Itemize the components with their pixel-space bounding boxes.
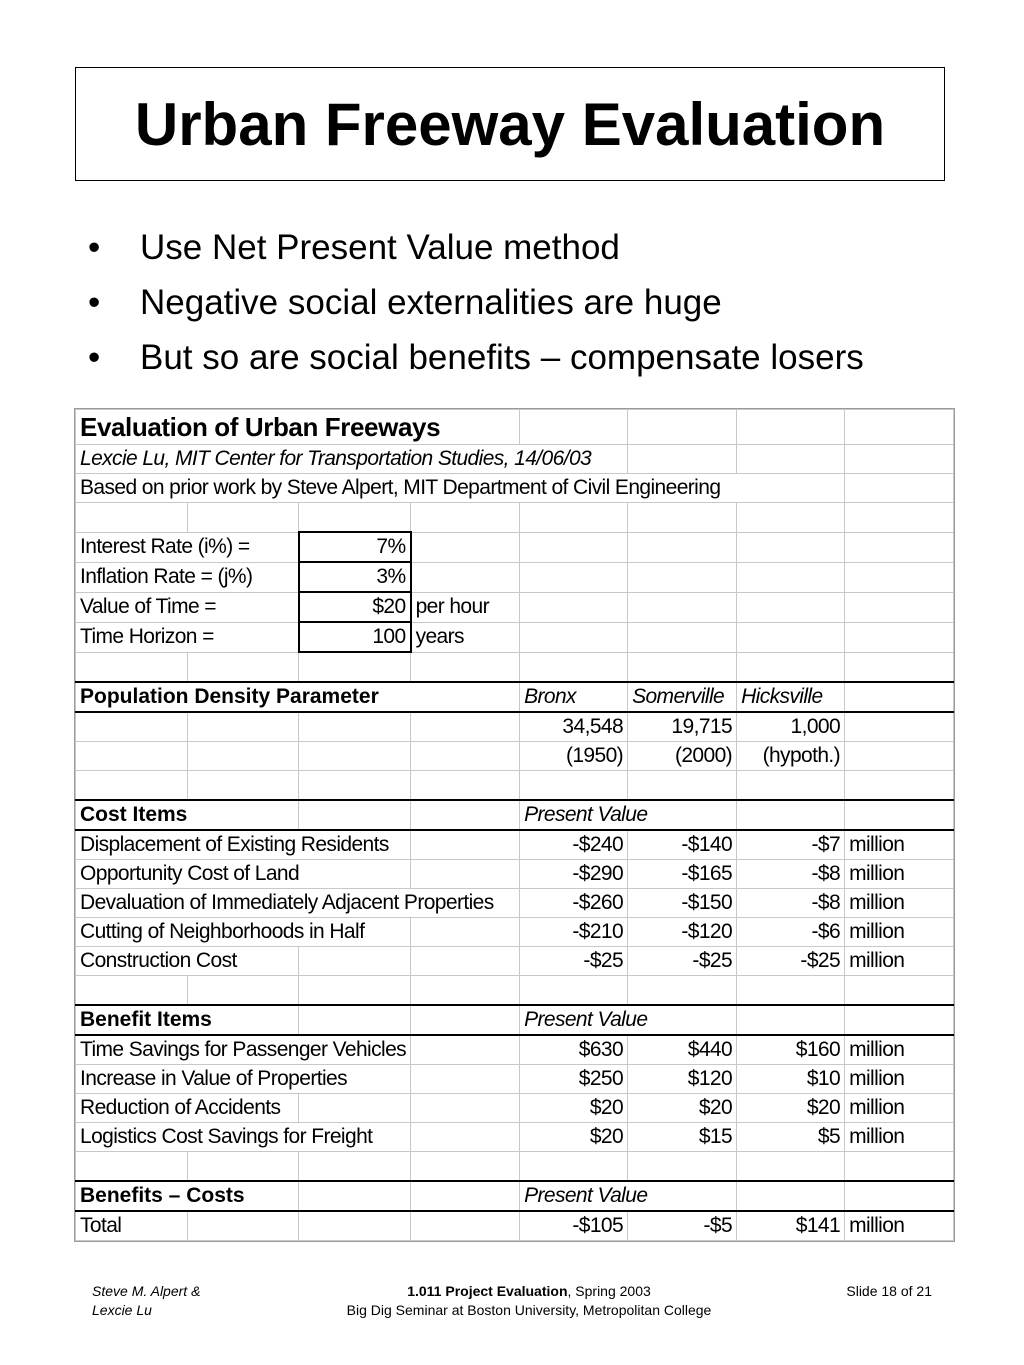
empty-cell [628, 503, 737, 533]
blank-row [76, 771, 954, 801]
param-label: Time Horizon = [76, 622, 299, 652]
unit-label: million [845, 1211, 954, 1241]
empty-cell [845, 532, 954, 562]
cost-value: -$210 [520, 918, 628, 947]
empty-cell [845, 410, 954, 445]
empty-cell [187, 976, 299, 1006]
empty-cell [187, 652, 299, 682]
cost-value: -$25 [628, 947, 737, 976]
bullet-text: Use Net Present Value method [140, 227, 620, 267]
empty-cell [299, 976, 411, 1006]
cost-value: -$7 [737, 830, 845, 860]
empty-cell [628, 562, 737, 592]
blank-row [76, 652, 954, 682]
unit-label: million [845, 1123, 954, 1152]
empty-cell [76, 771, 188, 801]
present-value-label: Present Value [520, 1005, 737, 1035]
empty-cell [845, 622, 954, 652]
cost-value: -$120 [628, 918, 737, 947]
empty-cell [520, 622, 628, 652]
cost-value: -$25 [520, 947, 628, 976]
empty-cell [845, 562, 954, 592]
empty-cell [628, 410, 737, 445]
footer-slide-number: Slide 18 of 21 [846, 1283, 932, 1299]
cost-value: -$25 [737, 947, 845, 976]
empty-cell [76, 712, 188, 742]
benefit-value: $20 [520, 1094, 628, 1123]
bullet-item [88, 220, 864, 275]
cost-row [76, 918, 954, 947]
bullet-text: But so are social benefits – compensate losers [140, 337, 864, 377]
empty-cell [299, 742, 411, 771]
empty-cell [845, 474, 954, 503]
density-year: (2000) [628, 742, 737, 771]
empty-cell [187, 1152, 299, 1182]
empty-cell [520, 592, 628, 622]
empty-cell [845, 712, 954, 742]
empty-cell [411, 976, 520, 1006]
empty-cell [737, 592, 845, 622]
footer-seminar: Big Dig Seminar at Boston University, Metropolitan College [346, 1302, 712, 1318]
empty-cell [299, 652, 411, 682]
param-row [76, 562, 954, 592]
bullet-dot-icon: • [88, 282, 101, 322]
param-row [76, 622, 954, 652]
cost-label: Devaluation of Immediately Adjacent Properties [76, 889, 520, 918]
cost-value: -$260 [520, 889, 628, 918]
place-somerville: Somerville [628, 682, 737, 712]
bullet-dot-icon: • [88, 227, 101, 267]
empty-cell [737, 976, 845, 1006]
empty-cell [187, 503, 299, 533]
empty-cell [187, 712, 299, 742]
based-on-line: Based on prior work by Steve Alpert, MIT Department of Civil Engineering [76, 474, 845, 503]
net-header: Benefits – Costs [76, 1181, 299, 1211]
empty-cell [737, 562, 845, 592]
empty-cell [737, 652, 845, 682]
empty-cell [411, 1211, 520, 1241]
place-bronx: Bronx [520, 682, 628, 712]
empty-cell [411, 503, 520, 533]
empty-cell [411, 1152, 520, 1182]
param-unit [411, 532, 520, 562]
empty-cell [628, 622, 737, 652]
empty-cell [411, 947, 520, 976]
cost-label: Displacement of Existing Residents [76, 830, 411, 860]
param-value-cell[interactable]: 100 [299, 622, 411, 652]
empty-cell [76, 976, 188, 1006]
slide-title: Urban Freeway Evaluation [134, 90, 886, 158]
empty-cell [299, 1005, 411, 1035]
author-line: Lexcie Lu, MIT Center for Transportation Studies, 14/06/03 [76, 445, 628, 474]
empty-cell [737, 532, 845, 562]
param-value-cell[interactable]: $20 [299, 592, 411, 622]
empty-cell [76, 652, 188, 682]
title-box [75, 67, 945, 181]
author-row [76, 445, 954, 474]
empty-cell [845, 771, 954, 801]
empty-cell [737, 622, 845, 652]
empty-cell [299, 1094, 411, 1123]
benefit-row [76, 1094, 954, 1123]
param-unit: per hour [411, 592, 520, 622]
param-label: Interest Rate (i%) = [76, 532, 299, 562]
present-value-label: Present Value [520, 800, 737, 830]
cost-row [76, 947, 954, 976]
based-on-row [76, 474, 954, 503]
param-value-cell[interactable]: 7% [299, 532, 411, 562]
empty-cell [845, 742, 954, 771]
footer-course-title: 1.011 Project Evaluation [407, 1283, 568, 1299]
empty-cell [187, 1211, 299, 1241]
empty-cell [520, 562, 628, 592]
density-year: (1950) [520, 742, 628, 771]
empty-cell [299, 947, 411, 976]
empty-cell [845, 652, 954, 682]
empty-cell [845, 976, 954, 1006]
unit-label: million [845, 947, 954, 976]
empty-cell [411, 918, 520, 947]
unit-label: million [845, 830, 954, 860]
empty-cell [520, 976, 628, 1006]
cost-value: -$150 [628, 889, 737, 918]
benefit-label: Logistics Cost Savings for Freight [76, 1123, 411, 1152]
cost-label: Cutting of Neighborhoods in Half [76, 918, 411, 947]
empty-cell [411, 712, 520, 742]
empty-cell [845, 1181, 954, 1211]
empty-cell [520, 771, 628, 801]
empty-cell [845, 682, 954, 712]
empty-cell [737, 1152, 845, 1182]
param-value-cell[interactable]: 3% [299, 562, 411, 592]
empty-cell [76, 503, 188, 533]
empty-cell [411, 742, 520, 771]
empty-cell [845, 1005, 954, 1035]
empty-cell [737, 1005, 845, 1035]
total-value: -$105 [520, 1211, 628, 1241]
unit-label: million [845, 860, 954, 889]
empty-cell [411, 830, 520, 860]
present-value-label: Present Value [520, 1181, 737, 1211]
param-row [76, 532, 954, 562]
bullet-item [88, 330, 864, 385]
density-header-row [76, 682, 954, 712]
empty-cell [411, 1005, 520, 1035]
footer-authors [92, 1282, 200, 1320]
cost-header: Cost Items [76, 800, 299, 830]
empty-cell [299, 503, 411, 533]
param-unit: years [411, 622, 520, 652]
benefit-row [76, 1035, 954, 1065]
benefit-value: $10 [737, 1065, 845, 1094]
cost-value: -$165 [628, 860, 737, 889]
empty-cell [187, 771, 299, 801]
cost-value: -$140 [628, 830, 737, 860]
density-year-row [76, 742, 954, 771]
empty-cell [737, 503, 845, 533]
empty-cell [845, 592, 954, 622]
empty-cell [299, 1152, 411, 1182]
benefit-label: Increase in Value of Properties [76, 1065, 411, 1094]
empty-cell [299, 712, 411, 742]
unit-label: million [845, 918, 954, 947]
cost-row [76, 889, 954, 918]
blank-row [76, 503, 954, 533]
benefit-value: $5 [737, 1123, 845, 1152]
empty-cell [411, 1065, 520, 1094]
empty-cell [520, 532, 628, 562]
footer-course-line [300, 1282, 758, 1301]
benefit-value: $20 [737, 1094, 845, 1123]
bullet-dot-icon: • [88, 337, 101, 377]
cost-label: Construction Cost [76, 947, 299, 976]
density-year: (hypoth.) [737, 742, 845, 771]
empty-cell [299, 771, 411, 801]
benefit-value: $160 [737, 1035, 845, 1065]
place-hicksville: Hicksville [737, 682, 845, 712]
density-value: 19,715 [628, 712, 737, 742]
net-header-row [76, 1181, 954, 1211]
bullet-list [88, 220, 864, 385]
empty-cell [628, 652, 737, 682]
cost-value: -$8 [737, 860, 845, 889]
benefit-value: $250 [520, 1065, 628, 1094]
empty-cell [737, 1181, 845, 1211]
blank-row [76, 976, 954, 1006]
empty-cell [411, 1035, 520, 1065]
empty-cell [299, 1181, 411, 1211]
sheet-heading: Evaluation of Urban Freeways [76, 410, 520, 445]
footer-term: , Spring 2003 [567, 1283, 651, 1299]
param-unit [411, 562, 520, 592]
footer-author-line: Steve M. Alpert & [92, 1283, 201, 1299]
empty-cell [411, 652, 520, 682]
benefit-row [76, 1123, 954, 1152]
cost-row [76, 860, 954, 889]
sheet-heading-row [76, 410, 954, 445]
empty-cell [299, 800, 411, 830]
bullet-text: Negative social externalities are huge [140, 282, 722, 322]
benefit-header-row [76, 1005, 954, 1035]
empty-cell [520, 503, 628, 533]
empty-cell [628, 976, 737, 1006]
empty-cell [76, 1152, 188, 1182]
empty-cell [628, 532, 737, 562]
empty-cell [628, 592, 737, 622]
empty-cell [845, 1152, 954, 1182]
unit-label: million [845, 1094, 954, 1123]
unit-label: million [845, 1035, 954, 1065]
empty-cell [520, 652, 628, 682]
benefit-label: Time Savings for Passenger Vehicles [76, 1035, 411, 1065]
empty-cell [737, 800, 845, 830]
benefit-value: $630 [520, 1035, 628, 1065]
cost-value: -$8 [737, 889, 845, 918]
empty-cell [299, 1211, 411, 1241]
total-value: -$5 [628, 1211, 737, 1241]
cost-row [76, 830, 954, 860]
benefit-row [76, 1065, 954, 1094]
unit-label: million [845, 1065, 954, 1094]
empty-cell [845, 800, 954, 830]
empty-cell [520, 1152, 628, 1182]
empty-cell [737, 771, 845, 801]
empty-cell [520, 410, 628, 445]
empty-cell [187, 742, 299, 771]
blank-row [76, 1152, 954, 1182]
empty-cell [411, 800, 520, 830]
param-row [76, 592, 954, 622]
cost-header-row [76, 800, 954, 830]
empty-cell [845, 445, 954, 474]
total-row [76, 1211, 954, 1241]
total-label: Total [76, 1211, 188, 1241]
empty-cell [737, 410, 845, 445]
density-header: Population Density Parameter [76, 682, 520, 712]
cost-value: -$6 [737, 918, 845, 947]
bullet-item [88, 275, 864, 330]
empty-cell [845, 503, 954, 533]
empty-cell [411, 1123, 520, 1152]
benefit-value: $15 [628, 1123, 737, 1152]
density-value: 1,000 [737, 712, 845, 742]
density-value-row [76, 712, 954, 742]
empty-cell [411, 1094, 520, 1123]
cost-value: -$240 [520, 830, 628, 860]
empty-cell [411, 860, 520, 889]
benefit-value: $20 [520, 1123, 628, 1152]
benefit-value: $120 [628, 1065, 737, 1094]
density-value: 34,548 [520, 712, 628, 742]
benefit-label: Reduction of Accidents [76, 1094, 299, 1123]
unit-label: million [845, 889, 954, 918]
benefit-value: $440 [628, 1035, 737, 1065]
empty-cell [628, 1152, 737, 1182]
footer-author-line: Lexcie Lu [92, 1302, 152, 1318]
footer-course [300, 1282, 758, 1320]
empty-cell [76, 742, 188, 771]
empty-cell [628, 771, 737, 801]
empty-cell [411, 1181, 520, 1211]
cost-label: Opportunity Cost of Land [76, 860, 411, 889]
empty-cell [737, 445, 845, 474]
benefit-value: $20 [628, 1094, 737, 1123]
spreadsheet [75, 409, 954, 1241]
param-label: Value of Time = [76, 592, 299, 622]
benefit-header: Benefit Items [76, 1005, 299, 1035]
empty-cell [411, 771, 520, 801]
total-value: $141 [737, 1211, 845, 1241]
cost-value: -$290 [520, 860, 628, 889]
empty-cell [628, 445, 737, 474]
param-label: Inflation Rate = (j%) [76, 562, 299, 592]
